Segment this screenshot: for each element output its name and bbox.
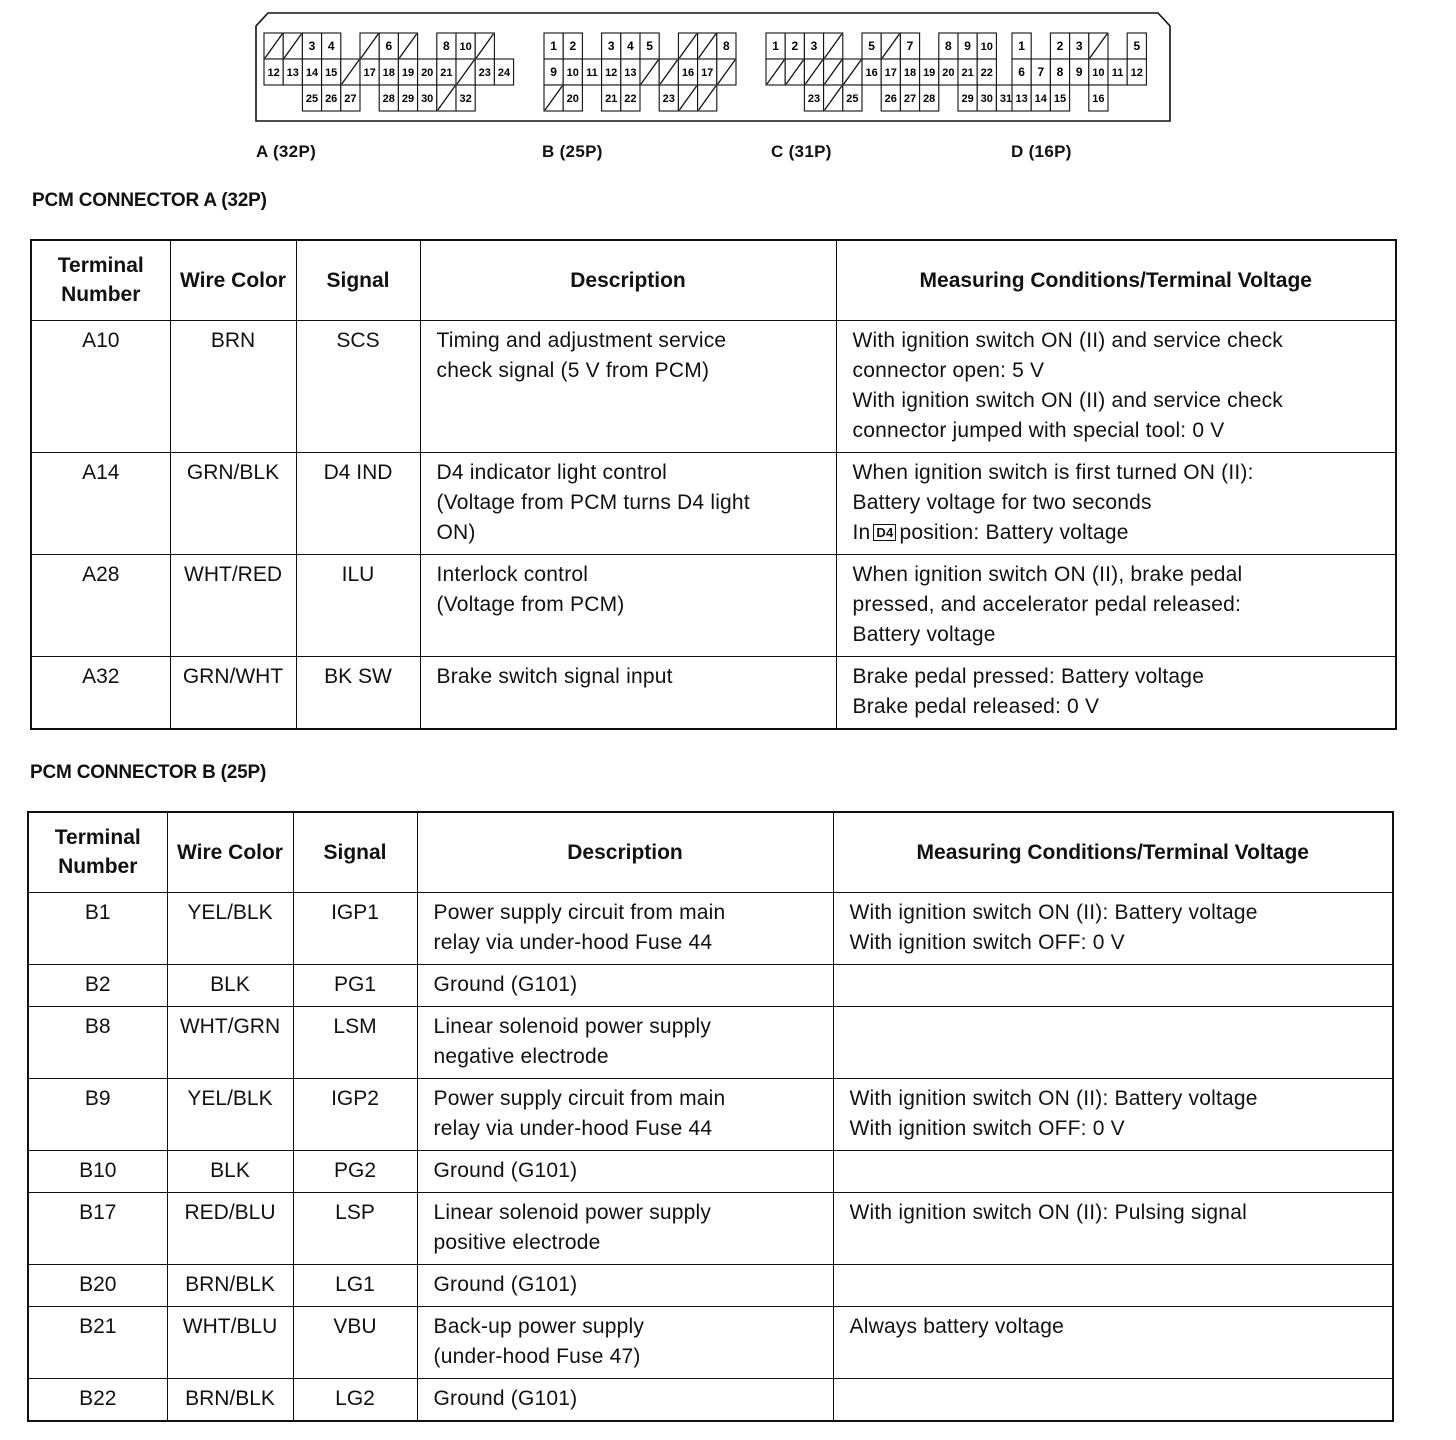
d4-prefix: In [852, 520, 871, 544]
description-line: Interlock control [436, 562, 589, 586]
terminal-number-cell: B22 [28, 1378, 167, 1421]
condition-line: connector jumped with special tool: 0 V [852, 418, 1225, 442]
pin-number: 18 [903, 67, 917, 79]
pin-number: 28 [923, 93, 936, 105]
header-terminal-number: Terminal Number [28, 812, 167, 892]
pin-number: 9 [550, 65, 557, 79]
pin-number: 9 [1075, 65, 1083, 79]
description-line: negative electrode [433, 1044, 609, 1068]
pin-number: 16 [1092, 93, 1105, 105]
d4-position-icon: D4 [873, 524, 896, 541]
pin-number: 29 [961, 93, 974, 105]
pin-number: 6 [1018, 65, 1025, 79]
wire-color-cell: BRN [170, 320, 296, 452]
table-row [28, 1264, 1393, 1306]
description-cell [417, 892, 833, 964]
condition-line: Battery voltage for two seconds [852, 490, 1152, 514]
pin-number: 8 [723, 39, 730, 53]
pin-number: 11 [586, 67, 598, 79]
conditions-cell [833, 1078, 1393, 1150]
pin-number: 20 [566, 93, 579, 105]
description-line: (Voltage from PCM turns D4 light [436, 490, 750, 514]
pin-number: 2 [791, 39, 799, 53]
terminal-number-cell: B20 [28, 1264, 167, 1306]
terminal-number-cell: A28 [31, 554, 170, 656]
description-line: Ground (G101) [433, 1158, 578, 1182]
pin-number: 19 [923, 67, 936, 79]
pin-number: 18 [382, 67, 395, 79]
description-line: Ground (G101) [433, 1386, 578, 1410]
conditions-cell [836, 320, 1396, 452]
wire-color-cell: RED/BLU [167, 1192, 293, 1264]
signal-cell: SCS [296, 320, 420, 452]
pin-number: 13 [286, 67, 299, 79]
terminal-number-cell: A14 [31, 452, 170, 554]
condition-line: With ignition switch OFF: 0 V [849, 1116, 1125, 1140]
pin-number: 2 [569, 39, 577, 53]
conditions-cell [833, 964, 1393, 1006]
connector-a-label: A (32P) [256, 142, 317, 161]
pin-number: 9 [964, 39, 971, 53]
description-line: Timing and adjustment service [436, 328, 727, 352]
wire-color-cell: BLK [167, 964, 293, 1006]
description-line: Back-up power supply [433, 1314, 645, 1338]
terminal-number-cell: B8 [28, 1006, 167, 1078]
header-wire-color: Wire Color [170, 240, 296, 320]
pin-number: 21 [605, 93, 618, 105]
header-wire-color: Wire Color [167, 812, 293, 892]
terminal-number-cell: B10 [28, 1150, 167, 1192]
table-row [28, 1078, 1393, 1150]
terminal-number-cell: B1 [28, 892, 167, 964]
pin-number: 14 [1034, 93, 1047, 105]
condition-line: pressed, and accelerator pedal released: [852, 592, 1242, 616]
connector-d-label: D (16P) [1011, 142, 1072, 161]
condition-line: With ignition switch OFF: 0 V [849, 930, 1125, 954]
pin-number: 17 [363, 67, 376, 79]
table-row [31, 452, 1396, 554]
terminal-number-cell: B21 [28, 1306, 167, 1378]
description-line: Linear solenoid power supply [433, 1014, 712, 1038]
description-line: Brake switch signal input [436, 664, 673, 688]
pin-number: 4 [627, 39, 634, 53]
signal-cell: LSP [293, 1192, 417, 1264]
pin-number: 20 [942, 67, 955, 79]
pin-number: 7 [906, 39, 914, 53]
conditions-cell [833, 892, 1393, 964]
pin-number: 22 [980, 67, 993, 79]
description-line: Ground (G101) [433, 972, 578, 996]
conditions-cell [833, 1264, 1393, 1306]
connector-a-table [30, 239, 1397, 730]
header-description: Description [420, 240, 836, 320]
terminal-number-cell: B9 [28, 1078, 167, 1150]
pin-number: 27 [344, 93, 357, 105]
pin-number: 8 [443, 39, 450, 53]
pin-number: 15 [1053, 93, 1067, 105]
header-signal: Signal [293, 812, 417, 892]
pin-number: 12 [1130, 67, 1143, 79]
pin-number: 22 [624, 93, 637, 105]
signal-cell: LSM [293, 1006, 417, 1078]
conditions-cell [833, 1150, 1393, 1192]
pin-number: 30 [421, 93, 434, 105]
pin-number: 21 [440, 67, 453, 79]
condition-line: Brake pedal pressed: Battery voltage [852, 664, 1205, 688]
pin-number: 8 [1056, 65, 1064, 79]
d4-suffix: position: Battery voltage [899, 520, 1129, 544]
wire-color-cell: WHT/RED [170, 554, 296, 656]
conditions-cell [833, 1306, 1393, 1378]
pin-number: 7 [1037, 65, 1045, 79]
pin-number: 5 [868, 39, 875, 53]
pin-number: 23 [662, 93, 675, 105]
description-line: positive electrode [433, 1230, 601, 1254]
pin-number: 3 [1075, 39, 1083, 53]
description-cell [417, 1150, 833, 1192]
pin-number: 4 [327, 39, 335, 53]
terminal-number-cell: B17 [28, 1192, 167, 1264]
description-cell [420, 554, 836, 656]
pin-number: 2 [1056, 39, 1064, 53]
conditions-cell [833, 1378, 1393, 1421]
table-row [31, 656, 1396, 729]
signal-cell: ILU [296, 554, 420, 656]
header-measuring-conditions: Measuring Conditions/Terminal Voltage [836, 240, 1396, 320]
wire-color-cell: BRN/BLK [167, 1378, 293, 1421]
connector-c-label: C (31P) [771, 142, 832, 161]
pin-number: 17 [701, 67, 714, 79]
table-row [31, 320, 1396, 452]
pin-number: 12 [267, 67, 280, 79]
signal-cell: D4 IND [296, 452, 420, 554]
pin-number: 25 [305, 93, 319, 105]
terminal-number-cell: B2 [28, 964, 167, 1006]
condition-line: With ignition switch ON (II): Battery voltage [849, 1086, 1258, 1110]
pin-number: 8 [945, 39, 952, 53]
table-header-row [31, 240, 1396, 320]
table-row [28, 1378, 1393, 1421]
pin-number: 15 [325, 67, 338, 79]
wire-color-cell: GRN/WHT [170, 656, 296, 729]
pin-number: 19 [401, 67, 415, 79]
header-terminal-number: Terminal Number [31, 240, 170, 320]
description-line: relay via under-hood Fuse 44 [433, 1116, 713, 1140]
description-cell [417, 1306, 833, 1378]
pin-number: 12 [605, 67, 618, 79]
description-line: Linear solenoid power supply [433, 1200, 712, 1224]
description-cell [420, 320, 836, 452]
conditions-cell [836, 656, 1396, 729]
description-cell [420, 656, 836, 729]
condition-line: Battery voltage [852, 622, 996, 646]
connector-diagram [0, 0, 1456, 130]
pin-number: 1 [550, 39, 557, 53]
pin-number: 23 [478, 67, 491, 79]
section-title-connector-a: PCM CONNECTOR A (32P) [32, 190, 267, 211]
pin-number: 28 [382, 93, 395, 105]
wire-color-cell: GRN/BLK [170, 452, 296, 554]
signal-cell: BK SW [296, 656, 420, 729]
pin-number: 26 [884, 93, 897, 105]
conditions-cell [833, 1192, 1393, 1264]
table-row [28, 1306, 1393, 1378]
pin-number: 26 [325, 93, 338, 105]
condition-line: With ignition switch ON (II) and service check [852, 328, 1284, 352]
pin-number: 10 [566, 67, 579, 79]
pin-number: 24 [497, 67, 511, 79]
signal-cell: VBU [293, 1306, 417, 1378]
condition-line: Brake pedal released: 0 V [852, 694, 1100, 718]
wire-color-cell: YEL/BLK [167, 1078, 293, 1150]
wire-color-cell: WHT/GRN [167, 1006, 293, 1078]
wire-color-cell: BRN/BLK [167, 1264, 293, 1306]
table-row [31, 554, 1396, 656]
condition-line: With ignition switch ON (II) and service check [852, 388, 1284, 412]
pin-number: 1 [772, 39, 779, 53]
condition-line: connector open: 5 V [852, 358, 1045, 382]
description-line: Ground (G101) [433, 1272, 578, 1296]
connector-b-table [27, 811, 1394, 1422]
description-line: Power supply circuit from main [433, 900, 726, 924]
conditions-cell [836, 554, 1396, 656]
pin-number: 10 [1092, 67, 1105, 79]
condition-line: With ignition switch ON (II): Battery voltage [849, 900, 1258, 924]
pin-number: 3 [607, 39, 615, 53]
description-cell [417, 1078, 833, 1150]
pin-number: 10 [459, 41, 472, 53]
signal-cell: LG2 [293, 1378, 417, 1421]
pin-number: 27 [903, 93, 917, 105]
pin-number: 3 [810, 39, 818, 53]
description-line: check signal (5 V from PCM) [436, 358, 710, 382]
pin-number: 29 [401, 93, 415, 105]
description-line: D4 indicator light control [436, 460, 667, 484]
pin-number: 3 [308, 39, 316, 53]
signal-cell: PG1 [293, 964, 417, 1006]
terminal-number-cell: A10 [31, 320, 170, 452]
header-description: Description [417, 812, 833, 892]
signal-cell: IGP1 [293, 892, 417, 964]
table-row [28, 892, 1393, 964]
description-cell [417, 1264, 833, 1306]
signal-cell: PG2 [293, 1150, 417, 1192]
pin-number: 13 [624, 67, 637, 79]
table-row [28, 1006, 1393, 1078]
section-title-connector-b: PCM CONNECTOR B (25P) [30, 762, 267, 783]
description-line: ON) [436, 520, 476, 544]
description-line: Power supply circuit from main [433, 1086, 726, 1110]
description-line: (Voltage from PCM) [436, 592, 625, 616]
description-cell [417, 1192, 833, 1264]
pin-number: 21 [961, 67, 974, 79]
pin-number: 13 [1015, 93, 1028, 105]
pin-number: 30 [980, 93, 993, 105]
pin-number: 32 [459, 93, 472, 105]
description-line: relay via under-hood Fuse 44 [433, 930, 713, 954]
condition-line: When ignition switch ON (II), brake pedal [852, 562, 1243, 586]
pin-number: 23 [807, 93, 821, 105]
pin-number: 11 [1111, 67, 1124, 79]
pin-number: 20 [421, 67, 434, 79]
pin-number: 31 [999, 93, 1013, 105]
table-row [28, 1192, 1393, 1264]
description-cell [417, 964, 833, 1006]
description-cell [417, 1006, 833, 1078]
wire-color-cell: BLK [167, 1150, 293, 1192]
header-measuring-conditions: Measuring Conditions/Terminal Voltage [833, 812, 1393, 892]
description-cell [420, 452, 836, 554]
pin-number: 5 [1133, 39, 1141, 53]
header-signal: Signal [296, 240, 420, 320]
table-header-row [28, 812, 1393, 892]
table-row [28, 1150, 1393, 1192]
description-line: (under-hood Fuse 47) [433, 1344, 641, 1368]
description-cell [417, 1378, 833, 1421]
table-row [28, 964, 1393, 1006]
pin-number: 16 [681, 67, 695, 79]
pin-number: 14 [305, 67, 319, 79]
wire-color-cell: WHT/BLU [167, 1306, 293, 1378]
signal-cell: IGP2 [293, 1078, 417, 1150]
pin-number: 17 [884, 67, 897, 79]
pin-number: 25 [846, 93, 859, 105]
condition-line: When ignition switch is first turned ON (II): [852, 460, 1254, 484]
signal-cell: LG1 [293, 1264, 417, 1306]
connector-b-label: B (25P) [542, 142, 603, 161]
wire-color-cell: YEL/BLK [167, 892, 293, 964]
condition-line: Always battery voltage [849, 1314, 1065, 1338]
pin-number: 6 [385, 39, 393, 53]
conditions-cell [833, 1006, 1393, 1078]
condition-line [853, 518, 1390, 548]
pin-number: 1 [1018, 39, 1025, 53]
terminal-number-cell: A32 [31, 656, 170, 729]
pin-number: 5 [646, 39, 653, 53]
pin-number: 16 [865, 67, 878, 79]
conditions-cell [836, 452, 1396, 554]
pin-number: 10 [980, 41, 993, 53]
condition-line: With ignition switch ON (II): Pulsing signal [849, 1200, 1247, 1224]
